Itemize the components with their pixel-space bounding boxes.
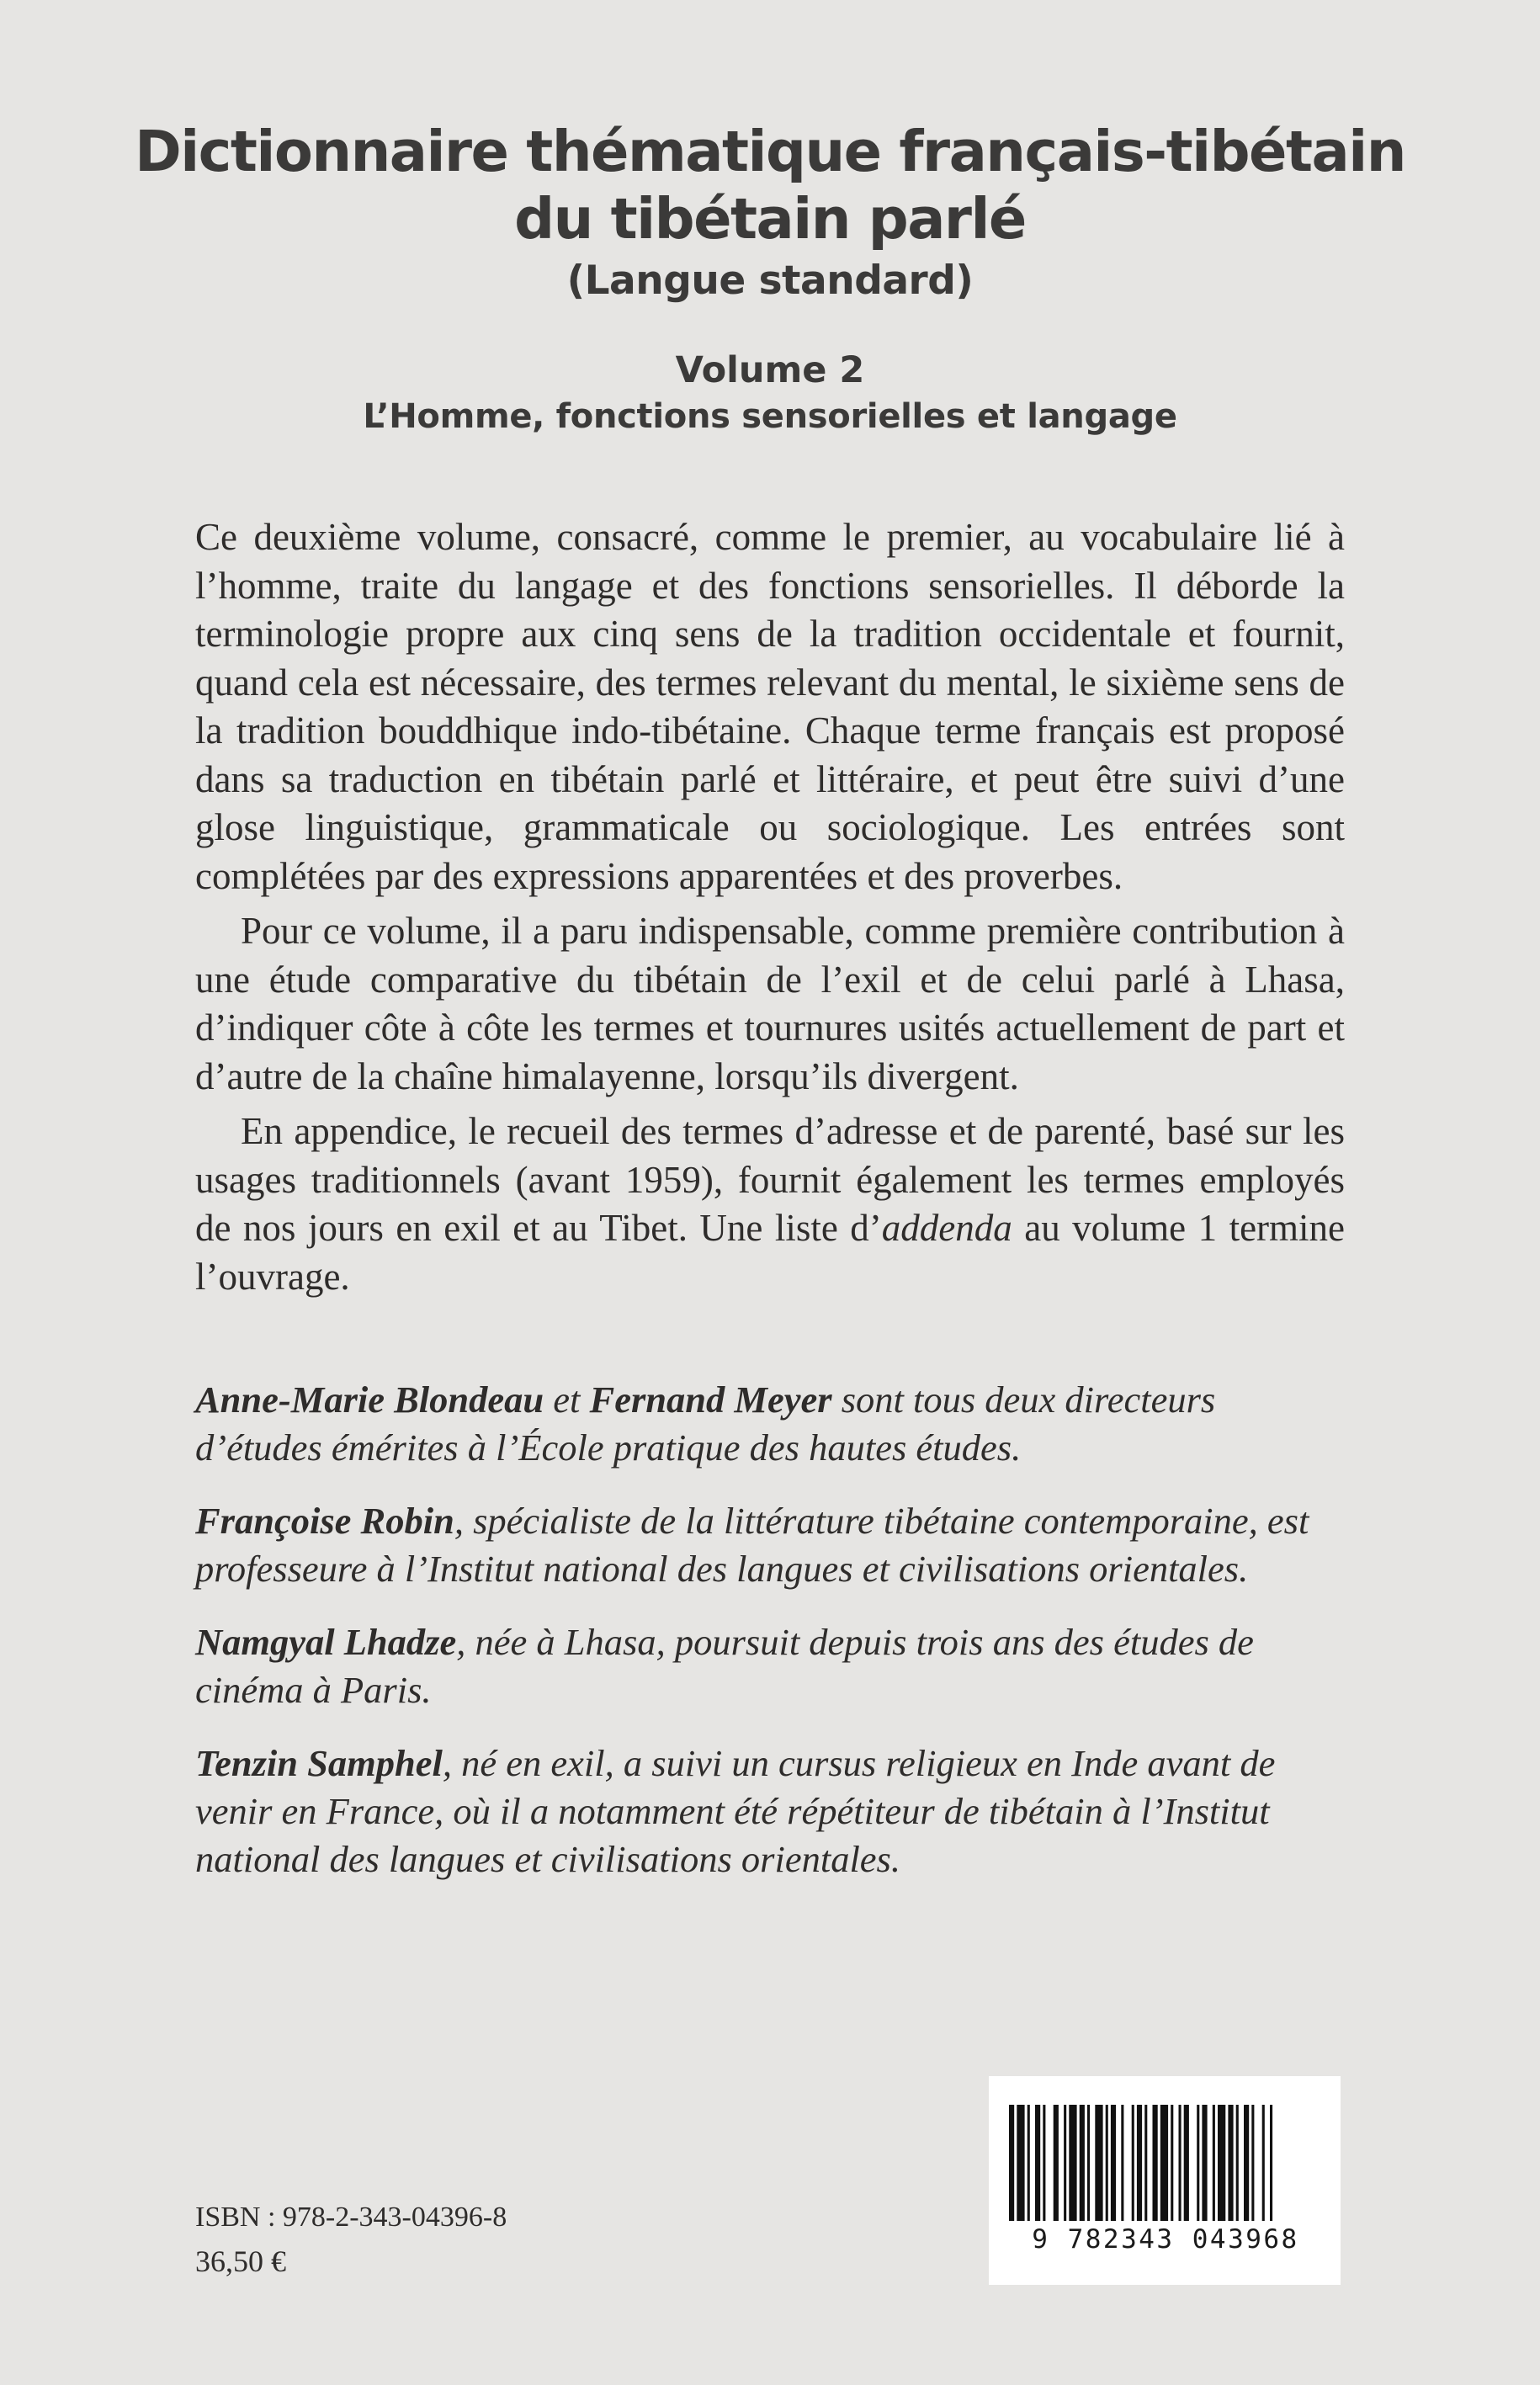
- description-paragraph-3: [195, 1108, 1345, 1301]
- paragraph-3-text-end: au volume 1 termine l’ouvrage.: [195, 1207, 1346, 1298]
- price: 36,50 €: [195, 2244, 286, 2278]
- barcode-bar: [1251, 2105, 1254, 2221]
- barcode-bar: [1213, 2105, 1215, 2221]
- barcode-bar: [1218, 2105, 1225, 2221]
- author-bio: [195, 1618, 1345, 1714]
- barcode-bar: [1132, 2105, 1134, 2221]
- author-bio: [195, 1376, 1345, 1472]
- author-bio-text: , spécialiste de la littérature tibétaine contemporaine, est professeure à l’Institut national des langues et civilisations orientales.: [195, 1500, 1309, 1590]
- barcode-bar: [1171, 2105, 1173, 2221]
- book-subtitle: (Langue standard): [566, 258, 974, 304]
- barcode-bar: [1137, 2105, 1142, 2221]
- barcode-bar: [1121, 2105, 1123, 2221]
- barcode-bar: [1228, 2105, 1233, 2221]
- barcode-bar: [1069, 2105, 1076, 2221]
- barcode-bar: [1095, 2105, 1102, 2221]
- barcode-bar: [1054, 2105, 1059, 2221]
- barcode-bar: [1160, 2105, 1168, 2221]
- description: [195, 513, 1345, 1308]
- barcode-bar: [1111, 2105, 1116, 2221]
- barcode: [1009, 2105, 1320, 2221]
- barcode-bar: [1202, 2105, 1207, 2221]
- author-bio: [195, 1497, 1345, 1593]
- barcode-bar: [1179, 2105, 1182, 2221]
- author-name: Françoise Robin: [195, 1500, 454, 1542]
- barcode-bar: [1270, 2105, 1272, 2221]
- description-paragraph-1: Ce deuxième volume, consacré, comme le premier, au vocabulaire lié à l’homme, traite du langage et des fonctions sensorielles. Il déborde la terminologie propre aux cinq sens de la tradition occidentale et fournit, quand cela est nécessaire, des termes relevant du mental, le sixième sens de la tradition bouddhique indo-tibétaine. Chaque terme français est proposé dans sa traduction en tibétain parlé et littéraire, et peut être suivi d’une glose linguistique, grammaticale ou sociologique. Les entrées sont complétées par des expressions apparentées et des proverbes.: [195, 516, 1345, 897]
- author-name: Anne-Marie Blondeau: [195, 1378, 544, 1421]
- paragraph-3-text-start: En appendice, le recueil des termes d’adresse et de parenté, basé sur les usages traditionnels (avant 1959), fournit également les termes employés de nos jours en exil et au Tibet. Une liste d’: [195, 1110, 1345, 1249]
- barcode-bar: [1106, 2105, 1108, 2221]
- volume-subtitle: L’Homme, fonctions sensorielles et langage: [363, 397, 1177, 436]
- barcode-bar: [1087, 2105, 1090, 2221]
- barcode-bar: [1043, 2105, 1045, 2221]
- barcode-bar: [1035, 2105, 1040, 2221]
- barcode-label: [989, 2076, 1341, 2285]
- barcode-bar: [1197, 2105, 1199, 2221]
- author-bio: [195, 1740, 1345, 1883]
- isbn: ISBN : 978-2-343-04396-8: [195, 2202, 507, 2233]
- book-title-line-2: du tibétain parlé: [514, 186, 1026, 252]
- author-bios: [195, 1376, 1345, 1909]
- book-title-line-1: Dictionnaire thématique français-tibétain: [135, 119, 1405, 184]
- barcode-bar: [1236, 2105, 1239, 2221]
- author-name: Fernand Meyer: [589, 1378, 832, 1421]
- barcode-bar: [1080, 2105, 1085, 2221]
- author-connector: et: [544, 1378, 590, 1421]
- author-bio-text: sont tous deux directeurs d’études émérites à l’École pratique des hautes études.: [195, 1378, 1216, 1469]
- barcode-bar: [1009, 2105, 1014, 2221]
- title-block: [0, 118, 1540, 439]
- barcode-bar: [1262, 2105, 1265, 2221]
- author-bio-text: , née à Lhasa, poursuit depuis trois ans des études de cinéma à Paris.: [195, 1621, 1254, 1711]
- barcode-bar: [1184, 2105, 1189, 2221]
- barcode-bar: [1028, 2105, 1030, 2221]
- barcode-bar: [1144, 2105, 1147, 2221]
- barcode-bar: [1153, 2105, 1158, 2221]
- description-paragraph-2: Pour ce volume, il a paru indispensable, comme première contribution à une étude comparative du tibétain de l’exil et de celui parlé à Lhasa, d’indiquer côte à côte les termes et tournures usités actuellement de part et d’autre de la chaîne himalayenne, lorsqu’ils divergent.: [195, 910, 1345, 1097]
- author-name: Namgyal Lhadze: [195, 1621, 457, 1663]
- author-name: Tenzin Samphel: [195, 1742, 443, 1784]
- barcode-bar: [1244, 2105, 1249, 2221]
- addenda-term: addenda: [881, 1207, 1012, 1249]
- volume-number: Volume 2: [675, 349, 865, 391]
- barcode-digits: 9 782343 043968: [1032, 2224, 1299, 2255]
- barcode-bar: [1017, 2105, 1024, 2221]
- author-bio-text: , né en exil, a suivi un cursus religieux en Inde avant de venir en France, où il a notamment été répétiteur de tibétain à l’Institut national des langues et civilisations orientales.: [195, 1742, 1276, 1880]
- barcode-bar: [1064, 2105, 1066, 2221]
